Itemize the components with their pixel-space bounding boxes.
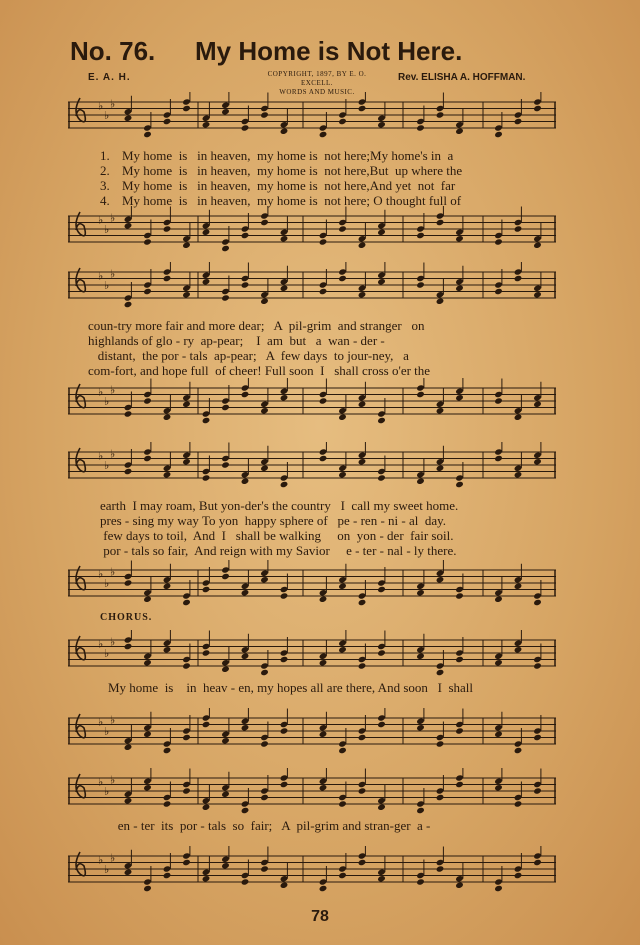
bass-staff-3: [68, 560, 558, 610]
svg-text:♭: ♭: [110, 773, 116, 787]
lyric-line: 3. My home is in heaven, my home is not here,And yet not far: [100, 178, 456, 193]
svg-text:♭: ♭: [104, 647, 110, 660]
svg-text:♭: ♭: [104, 395, 110, 408]
words-credit: E. A. H.: [88, 72, 131, 83]
chorus-label: CHORUS.: [100, 612, 153, 623]
svg-text:♭: ♭: [104, 863, 110, 876]
svg-text:♭: ♭: [98, 449, 104, 463]
svg-text:♭: ♭: [110, 267, 116, 281]
lyric-line: coun-try more fair and more dear; A pil-grim and stranger on: [88, 318, 425, 333]
treble-staff-4: [68, 630, 558, 680]
svg-text:♭: ♭: [98, 269, 104, 283]
svg-text:♭: ♭: [98, 99, 104, 113]
lyrics-system-2: [88, 318, 558, 378]
svg-text:♭: ♭: [98, 637, 104, 651]
svg-text:♭: ♭: [110, 211, 116, 225]
bass-staff-1: [68, 206, 558, 256]
lyric-line: few days to toil, And I shall be walking on yon - der fair soil.: [100, 528, 454, 543]
lyric-line: en - ter its por - tals so fair; A pil-grim and stran-ger a -: [108, 818, 431, 833]
bass-staff-2: [68, 378, 558, 428]
lyric-line: distant, the por - tals ap-pear; A few days to jour-ney, a: [88, 348, 409, 363]
lyric-line: earth I may roam, But yon-der's the country I call my sweet home.: [100, 498, 459, 513]
page-number: 78: [311, 908, 329, 925]
lyric-line: pres - sing my way To yon happy sphere of pe - ren - ni - al day.: [100, 513, 447, 528]
svg-text:♭: ♭: [98, 853, 104, 867]
lyric-line: por - tals so fair, And reign with my Savior e - ter - nal - ly there.: [100, 543, 457, 558]
lyrics-system-4: [108, 680, 578, 695]
lyric-line: My home is in heav - en, my hopes all are there, And soon I shall: [108, 680, 474, 695]
svg-text:♭: ♭: [104, 279, 110, 292]
lyric-line: 1. My home is in heaven, my home is not here;My home's in a: [100, 148, 454, 163]
svg-text:♭: ♭: [110, 97, 116, 111]
svg-text:♭: ♭: [104, 223, 110, 236]
svg-text:♭: ♭: [104, 109, 110, 122]
copyright-line-1: COPYRIGHT, 1897, BY E. O. EXCELL.: [267, 70, 367, 87]
title-row: [70, 36, 590, 70]
treble-staff-1: [68, 92, 558, 142]
svg-text:♭: ♭: [98, 567, 104, 581]
hymn-number: No. 76.: [70, 36, 156, 66]
lyric-line: 2. My home is in heaven, my home is not here,But up where the: [100, 163, 463, 178]
treble-staff-3: [68, 442, 558, 492]
svg-text:♭: ♭: [104, 725, 110, 738]
credits-row: [0, 70, 640, 94]
svg-text:♭: ♭: [104, 459, 110, 472]
treble-staff-5: [68, 768, 558, 818]
lyric-line: 4. My home is in heaven, my home is not here; O thought full of: [100, 193, 462, 208]
svg-text:♭: ♭: [110, 383, 116, 397]
music-credit: Rev. ELISHA A. HOFFMAN.: [398, 72, 526, 83]
svg-text:♭: ♭: [98, 213, 104, 227]
svg-text:♭: ♭: [98, 715, 104, 729]
svg-text:♭: ♭: [98, 775, 104, 789]
bass-staff-4: [68, 708, 558, 758]
svg-text:♭: ♭: [110, 713, 116, 727]
svg-text:♭: ♭: [110, 565, 116, 579]
treble-staff-2: [68, 262, 558, 312]
svg-text:♭: ♭: [98, 385, 104, 399]
lyrics-system-3: [100, 498, 570, 558]
svg-text:♭: ♭: [110, 635, 116, 649]
bass-staff-5: [68, 846, 558, 896]
svg-text:♭: ♭: [110, 851, 116, 865]
copyright-line-2: WORDS AND MUSIC.: [279, 88, 355, 96]
lyric-line: com-fort, and hope full of cheer! Full soon I shall cross o'er the: [88, 363, 431, 378]
svg-text:♭: ♭: [104, 577, 110, 590]
svg-text:♭: ♭: [104, 785, 110, 798]
svg-text:♭: ♭: [110, 447, 116, 461]
lyrics-system-5: [108, 818, 578, 833]
lyrics-system-1: [100, 148, 570, 208]
hymn-title: My Home is Not Here.: [195, 36, 463, 66]
lyric-line: highlands of glo - ry ap-pear; I am but a wan - der -: [88, 333, 385, 348]
